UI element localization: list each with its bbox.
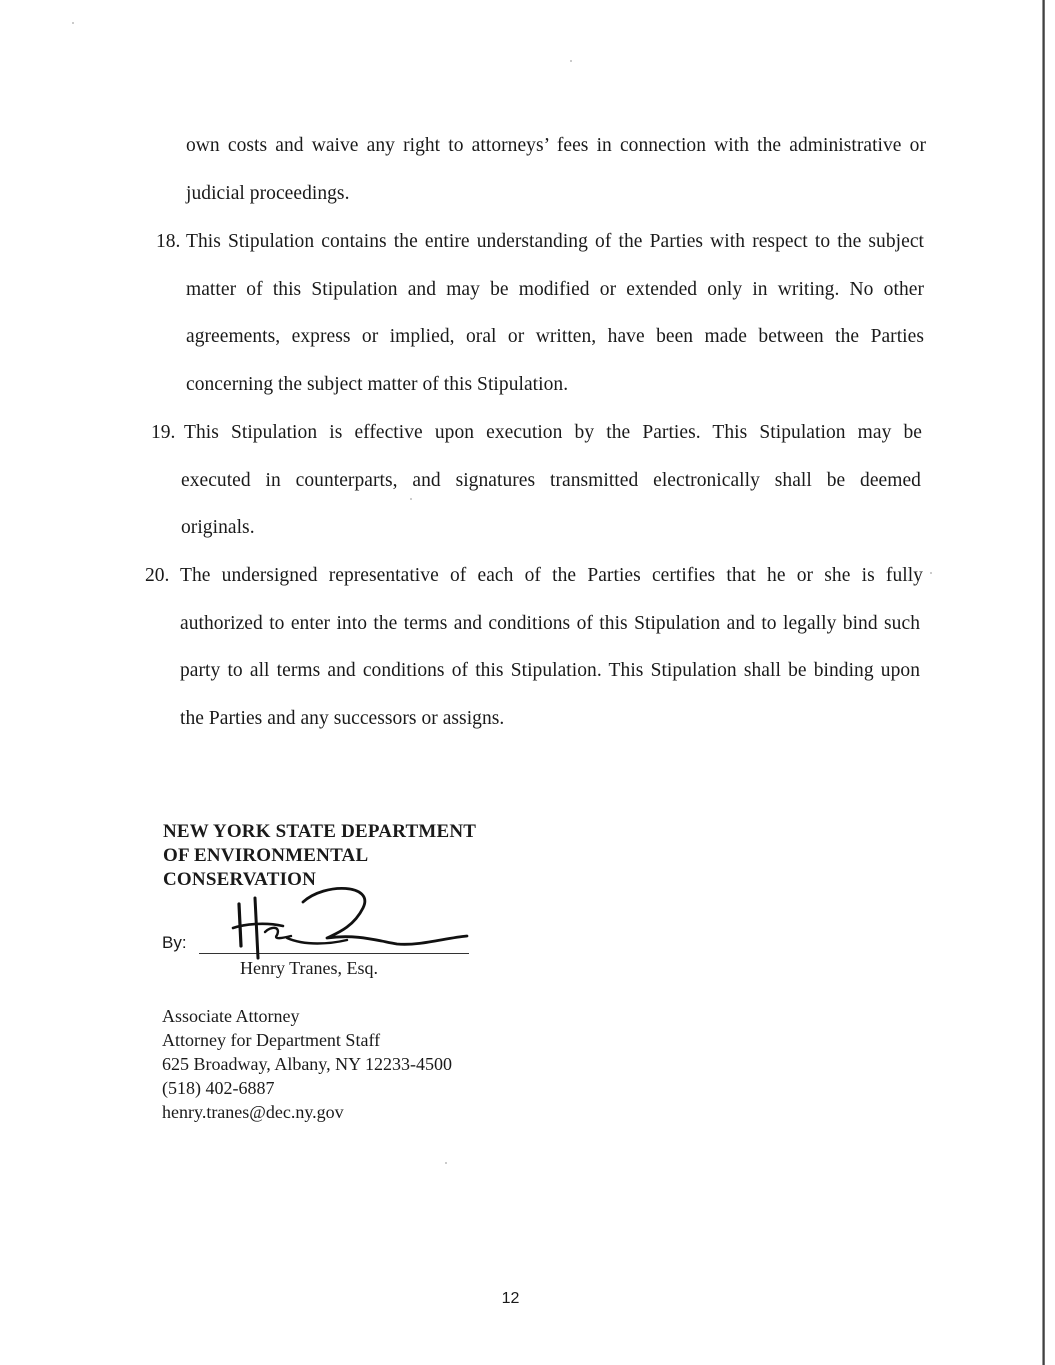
paragraph-line: agreements, express or implied, oral or written, have been made between the Parties [186,326,924,347]
signer-role: Attorney for Department Staff [162,1030,381,1050]
item-number: 18. [156,231,181,252]
scan-speck [930,572,932,574]
paragraph-line: This Stipulation contains the entire understanding of the Parties with respect to the subject [186,231,924,252]
organization-line: NEW YORK STATE DEPARTMENT [163,821,477,842]
phone-number: (518) 402-6887 [162,1078,275,1098]
paragraph-line: authorized to enter into the terms and conditions of this Stipulation and to legally bind such [180,613,920,634]
email-address: henry.tranes@dec.ny.gov [162,1102,344,1122]
item-number: 19. [151,422,176,443]
scan-speck [445,1162,447,1164]
paragraph-line: party to all terms and conditions of this Stipulation. This Stipulation shall be binding upon [180,660,920,681]
organization-line: CONSERVATION [163,869,317,890]
by-label: By: [162,933,187,952]
paragraph-line: The undersigned representative of each of the Parties certifies that he or she is fully [180,565,923,586]
paragraph-line: matter of this Stipulation and may be modified or extended only in writing. No other [186,279,924,300]
address: 625 Broadway, Albany, NY 12233-4500 [162,1054,452,1074]
scan-edge [1042,0,1045,1365]
scan-speck [410,498,412,500]
organization-line: OF ENVIRONMENTAL [163,845,369,866]
page-number: 12 [501,1290,520,1307]
paragraph-line: originals. [181,517,255,538]
signer-title: Associate Attorney [162,1006,300,1026]
scan-speck [570,60,572,62]
paragraph-line: judicial proceedings. [186,183,350,204]
signer-name: Henry Tranes, Esq. [240,958,378,978]
paragraph-line: This Stipulation is effective upon execution by the Parties. This Stipulation may be [184,422,922,443]
item-number: 20. [145,565,170,586]
contact-info [162,1004,452,1124]
paragraph-line: concerning the subject matter of this Stipulation. [186,374,569,395]
scan-speck [72,22,74,24]
handwritten-signature [225,880,475,960]
paragraph-line: executed in counterparts, and signatures transmitted electronically shall be deemed [181,470,921,491]
paragraph-line: the Parties and any successors or assigns. [180,708,505,729]
paragraph-line: own costs and waive any right to attorneys’ fees in connection with the administrative or [186,135,926,156]
